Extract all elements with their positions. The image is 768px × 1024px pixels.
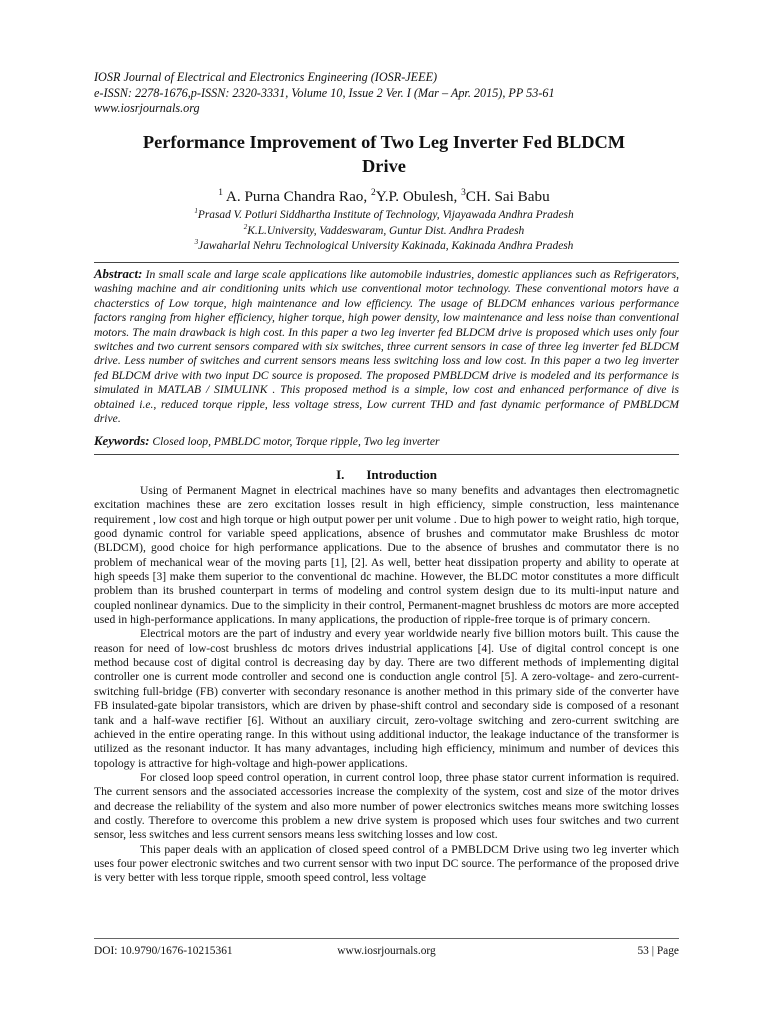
author-3-name: CH. Sai Babu [465, 188, 550, 205]
keywords [94, 434, 679, 449]
abstract [94, 267, 679, 426]
title-line-2: Drive [362, 156, 406, 176]
author-2-sup: 2 [371, 187, 376, 198]
abstract-text: In small scale and large scale applications like automobile industries, domestic appliances such as Refrigerators, washing machine and air conditioning units which use conventional motor technology. These conventional motors have a chacterstics of Low torque, high maintenance and low efficiency. The usage of BLDCM enhances various performance factors ranging from higher efficiency, higher torque, high power density, low maintenance and less noise than conventional motors. The main drawback is high cost. In this paper a two leg inverter fed BLDCM drive is proposed which uses only four switches and two current sensors compared with six switches, three current sensors in case of three leg inverter fed BLDCM drive. Less number of switches and current sensors means less switching loss and low cost. In this paper a two leg inverter fed BLDCM drive with two input DC source is proposed. The proposed PMBLDCM drive is modeled and its performance is simulated in MATLAB / SIMULINK . This proposed method is a simple, low cost and enhanced performance of dive is obtained i.e., reduced torque ripple, less voltage stress, Low current THD and fast dynamic performance of PMBLDCM drive. [94, 268, 679, 426]
section-title: Introduction [366, 467, 437, 482]
title-line-1: Performance Improvement of Two Leg Inverter Fed BLDCM [142, 132, 626, 152]
journal-name: IOSR Journal of Electrical and Electronics Engineering (IOSR-JEEE) [94, 70, 438, 84]
section-number: I. [336, 467, 345, 482]
affiliation-2 [94, 224, 674, 240]
affiliation-3-sup: 3 [194, 238, 199, 247]
author-3-sup: 3 [461, 187, 466, 198]
author-list [94, 187, 674, 206]
paper-title [94, 130, 674, 178]
body-paragraph: For closed loop speed control operation, in current control loop, three phase stator current information is required. The current sensors and the associated accessories increase the complexity of the system, cost and size of the motor drives and decrease the reliability of the system and also more number of power electronics switches means more switching losses and costly. Therefore to overcome this problem a new drive system is proposed which uses four switches and two current sensor, less switches and less current sensors means less switching losses and low cost. [94, 770, 679, 842]
body-text [94, 484, 679, 886]
footer-rule [94, 938, 679, 939]
body-paragraph: This paper deals with an application of closed speed control of a PMBLDCM Drive using two leg inverter which uses four power electronic switches and two current sensor with two input DC source. The performance of the proposed drive is very better with less torque ripple, smooth speed control, less voltage [94, 842, 679, 885]
author-1-sup: 1 [218, 187, 223, 198]
journal-issn: e-ISSN: 2278-1676,p-ISSN: 2320-3331, Volume 10, Issue 2 Ver. I (Mar – Apr. 2015), PP 53-61 [94, 85, 555, 100]
affiliation-2-sup: 2 [243, 222, 248, 231]
journal-header [94, 70, 694, 117]
journal-website: www.iosrjournals.org [94, 101, 200, 115]
affiliation-1-sup: 1 [194, 207, 198, 216]
keywords-label: Keywords: [94, 434, 150, 448]
author-1-name: A. Purna Chandra Rao, [222, 188, 371, 205]
footer-page-number: 53 | Page [637, 945, 679, 957]
author-2-name: Y.P. Obulesh, [375, 188, 462, 205]
footer-website: www.iosrjournals.org [337, 945, 436, 957]
footer-doi: DOI: 10.9790/1676-10215361 [94, 945, 233, 957]
keywords-text: Closed loop, PMBLDC motor, Torque ripple, Two leg inverter [149, 435, 440, 448]
abstract-top-rule [94, 262, 679, 263]
body-paragraph: Using of Permanent Magnet in electrical machines have so many benefits and advantages then electromagnetic excitation machines these are zero excitation losses result in high efficiency, simple construction, less maintenance requirement , low cost and high torque or high output power per unit volume . Due to high power to weight ratio, high torque, good dynamic control for variable speed applications, absence of brushes and commutator make Brushless dc motor (BLDCM), good choice for high performance applications. Due to the absence of brushes and commutator there is no problem of mechanical wear of the moving parts [1], [2]. As well, better heat dissipation property and ability to operate at high speeds [3] make them superior to the conventional dc machine. However, the BLDC motor constitutes a more difficult problem than its brushed counterpart in terms of modeling and control system design due to its multi-input nature and coupled nonlinear dynamics. Due to the simplicity in their control, Permanent-magnet brushless dc motors are more accepted used in high-performance applications. In many applications, the production of ripple-free torque is of primary concern. [94, 484, 679, 627]
section-heading [94, 467, 679, 483]
abstract-bottom-rule [94, 454, 679, 455]
affiliation-3-text: Jawaharlal Nehru Technological University Kakinada, Kakinada Andhra Pradesh [198, 240, 574, 252]
affiliation-3 [94, 239, 674, 255]
affiliation-1-text: Prasad V. Potluri Siddhartha Institute of Technology, Vijayawada Andhra Pradesh [197, 209, 574, 221]
abstract-label: Abstract: [94, 267, 143, 281]
affiliation-1 [94, 208, 674, 224]
affiliation-2-text: K.L.University, Vaddeswaram, Guntur Dist. Andhra Pradesh [247, 224, 525, 237]
body-paragraph: Electrical motors are the part of industry and every year worldwide nearly five billion motors built. This cause the reason for need of low-cost brushless dc motors drives industrial applications [4]. Use of digital control concept is one method because cost of digital control is decreasing day by day. There are two different methods of implementing digital controller one is current mode controller and second one is conduction angle control [5]. A zero-voltage- and zero-current-switching full-bridge (FB) converter with secondary resonance is another method in this primary side of the converter have FB insulated-gate bipolar transistors, which are driven by phase-shift control and secondary side is composed of a resonant tank and a half-wave rectifier [6]. Without an auxiliary circuit, zero-voltage switching and zero-current switching are achieved in the entire operating range. In this without using additional inductor, the leakage inductance of the transformer is utilized as the resonant inductor. It has many advantages, including high efficiency, minimum and number of devices this topology is attractive for high-voltage and high-power applications. [94, 627, 679, 770]
affiliations [94, 208, 674, 255]
